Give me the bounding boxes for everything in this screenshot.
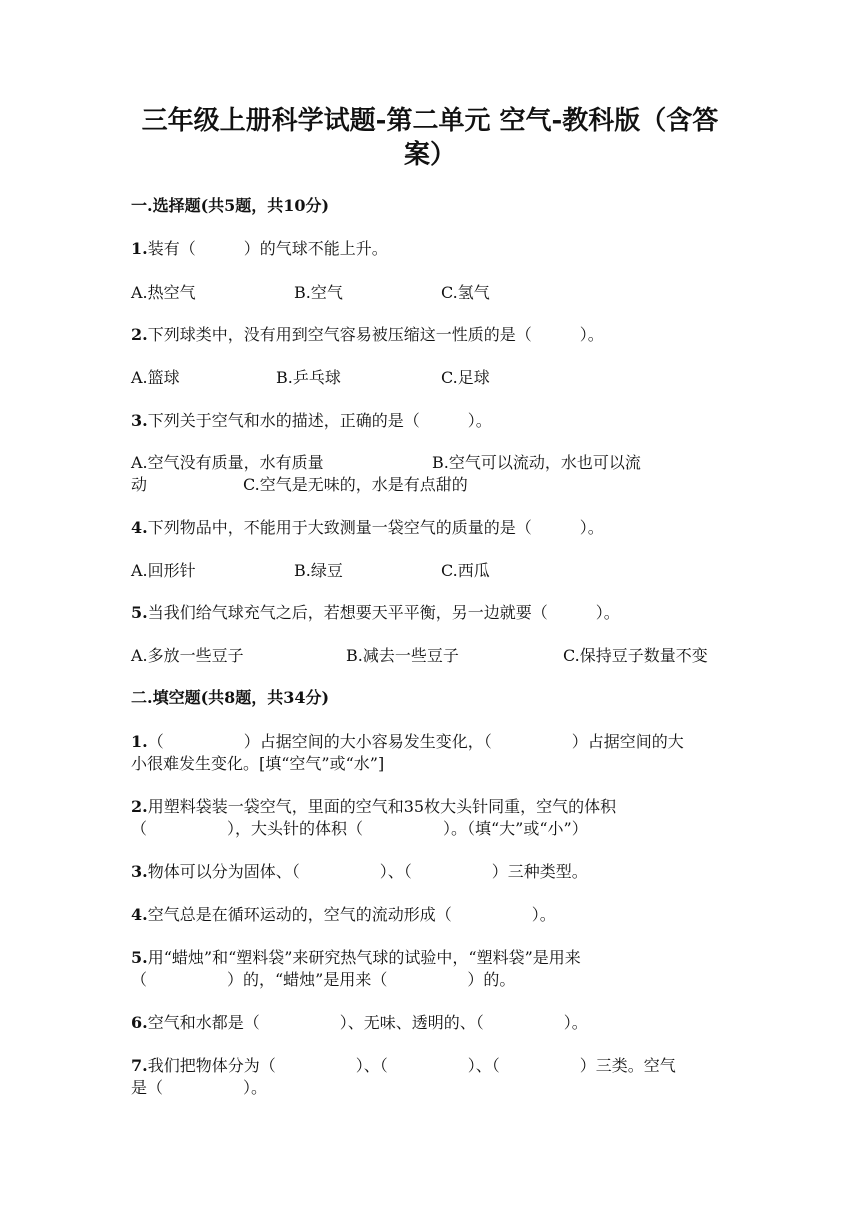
question-number: 1. [131, 732, 148, 751]
title-line-1: 三年级上册科学试题-第二单元 空气-教科版（含答 [141, 106, 719, 136]
question-number: 5. [131, 948, 148, 967]
option-b: B.空气 [294, 283, 343, 302]
question [131, 729, 684, 752]
section-heading-fill: 二.填空题(共8题，共34分) [131, 688, 330, 707]
question-number: 5. [131, 603, 148, 622]
question [131, 945, 581, 968]
option-a: A.篮球 [131, 368, 180, 387]
question-continued: 小很难发生变化。[填“空气”或“水”] [131, 754, 385, 773]
question [131, 408, 492, 431]
title-line-2: 案） [403, 140, 456, 170]
question [131, 515, 604, 538]
question-text: 用“蜡烛”和“塑料袋”来研究热气球的试验中，“塑料袋”是用来 [147, 948, 581, 967]
option-c: C.保持豆子数量不变 [563, 646, 708, 665]
question-text: 用塑料袋装一袋空气，里面的空气和35枚大头针同重，空气的体积 [147, 797, 617, 816]
question-text: （ ）占据空间的大小容易发生变化，（ ）占据空间的大 [147, 732, 684, 751]
question-text: 下列物品中，不能用于大致测量一袋空气的质量的是（ ）。 [147, 518, 604, 537]
question-number: 3. [131, 411, 148, 430]
question [131, 1010, 588, 1033]
question-continued: （ ），大头针的体积（ ）。（填“大”或“小”） [131, 819, 588, 838]
question [131, 794, 616, 817]
question-continued: （ ）的，“蜡烛”是用来（ ）的。 [131, 970, 516, 989]
option-c: C.足球 [441, 368, 490, 387]
question [131, 322, 604, 345]
option-a: A.热空气 [131, 283, 196, 302]
option-c: C.空气是无味的，水是有点甜的 [243, 475, 468, 494]
question-text: 空气和水都是（ ）、无味、透明的、（ ）。 [147, 1013, 588, 1032]
question-text: 下列关于空气和水的描述，正确的是（ ）。 [147, 411, 492, 430]
option-a: A.回形针 [131, 561, 196, 580]
question-number: 1. [131, 239, 148, 258]
question-number: 3. [131, 862, 148, 881]
page-title [120, 104, 740, 172]
option-a: A.空气没有质量，水有质量 [131, 453, 324, 472]
question [131, 600, 620, 623]
option-c: C.氢气 [441, 283, 490, 302]
question-text: 空气总是在循环运动的，空气的流动形成（ ）。 [147, 905, 556, 924]
option-a: A.多放一些豆子 [131, 646, 244, 665]
question-number: 2. [131, 797, 148, 816]
option-b-continued: 动 [131, 475, 148, 494]
question-text: 当我们给气球充气之后，若想要天平平衡，另一边就要（ ）。 [147, 603, 620, 622]
question [131, 1053, 676, 1076]
question-number: 7. [131, 1056, 148, 1075]
option-b: B.绿豆 [294, 561, 343, 580]
question [131, 236, 388, 259]
question-text: 装有（ ）的气球不能上升。 [147, 239, 388, 258]
option-c: C.西瓜 [441, 561, 490, 580]
question-text: 我们把物体分为（ ）、（ ）、（ ）三类。空气 [147, 1056, 676, 1075]
option-b: B.乒乓球 [276, 368, 341, 387]
question-text: 下列球类中，没有用到空气容易被压缩这一性质的是（ ）。 [147, 325, 604, 344]
question-number: 6. [131, 1013, 148, 1032]
section-heading-choice: 一.选择题(共5题，共10分) [131, 196, 330, 215]
question [131, 902, 556, 925]
question-number: 2. [131, 325, 148, 344]
question-number: 4. [131, 905, 148, 924]
option-b: B.减去一些豆子 [346, 646, 459, 665]
option-b: B.空气可以流动，水也可以流 [432, 453, 641, 472]
question-number: 4. [131, 518, 148, 537]
question-text: 物体可以分为固体、（ ）、（ ）三种类型。 [147, 862, 588, 881]
question-continued: 是（ ）。 [131, 1078, 268, 1097]
question [131, 859, 588, 882]
